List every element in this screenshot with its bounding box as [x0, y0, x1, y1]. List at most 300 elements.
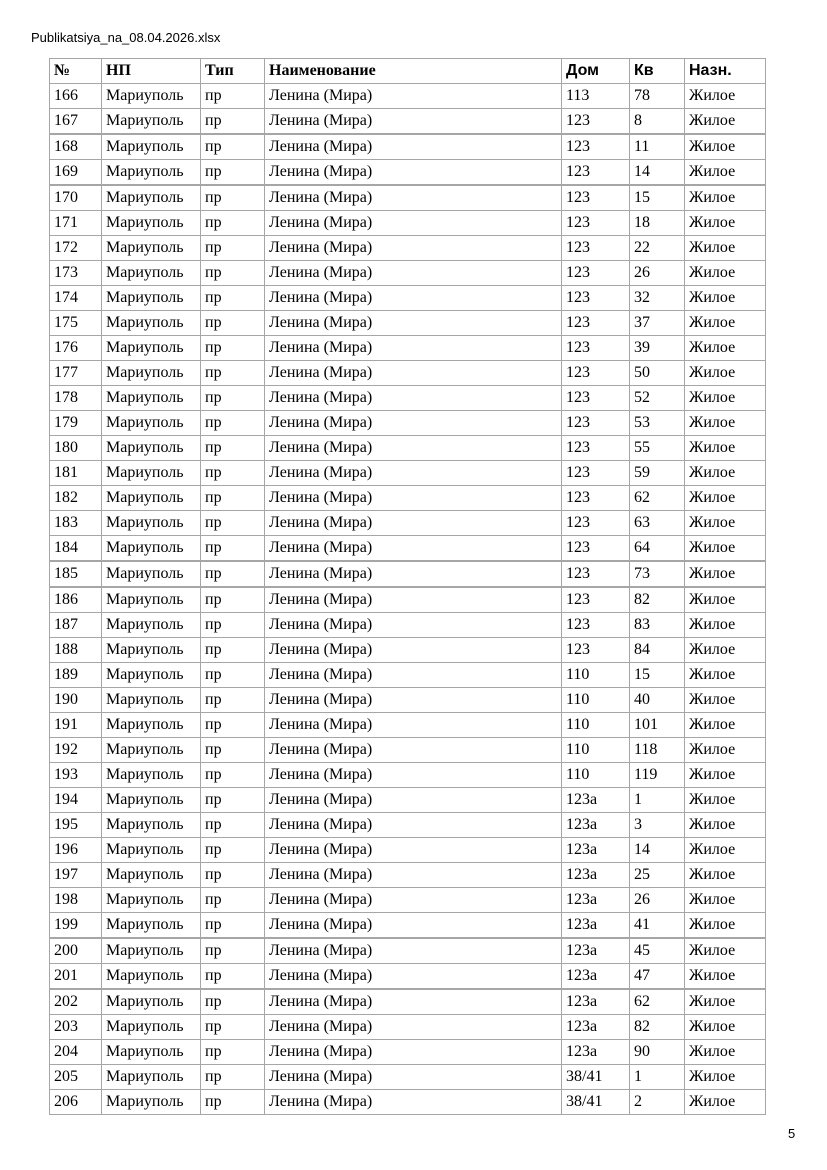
cell-house: 123 [562, 638, 630, 663]
cell-type: пр [201, 134, 265, 160]
cell-house: 123 [562, 587, 630, 613]
cell-type: пр [201, 738, 265, 763]
cell-type: пр [201, 763, 265, 788]
cell-name: Ленина (Мира) [265, 763, 562, 788]
cell-apartment: 3 [630, 813, 685, 838]
cell-purpose: Жилое [685, 211, 766, 236]
cell-purpose: Жилое [685, 913, 766, 939]
header-purpose: Назн. [685, 59, 766, 84]
cell-type: пр [201, 813, 265, 838]
table-row [50, 185, 766, 211]
table-row [50, 134, 766, 160]
cell-number: 193 [50, 763, 102, 788]
table-row [50, 913, 766, 939]
cell-name: Ленина (Мира) [265, 913, 562, 939]
cell-settlement: Мариуполь [102, 486, 201, 511]
cell-house: 123 [562, 109, 630, 135]
cell-purpose: Жилое [685, 713, 766, 738]
cell-apartment: 90 [630, 1040, 685, 1065]
cell-type: пр [201, 587, 265, 613]
cell-apartment: 63 [630, 511, 685, 536]
cell-type: пр [201, 688, 265, 713]
cell-settlement: Мариуполь [102, 838, 201, 863]
cell-number: 197 [50, 863, 102, 888]
cell-house: 123 [562, 486, 630, 511]
cell-house: 123а [562, 1015, 630, 1040]
header-number: № [50, 59, 102, 84]
table-row [50, 411, 766, 436]
cell-type: пр [201, 160, 265, 186]
cell-house: 110 [562, 763, 630, 788]
cell-name: Ленина (Мира) [265, 964, 562, 990]
cell-settlement: Мариуполь [102, 763, 201, 788]
cell-settlement: Мариуполь [102, 386, 201, 411]
table-row [50, 587, 766, 613]
cell-house: 123а [562, 838, 630, 863]
cell-type: пр [201, 286, 265, 311]
cell-purpose: Жилое [685, 134, 766, 160]
header-type: Тип [201, 59, 265, 84]
cell-type: пр [201, 838, 265, 863]
cell-type: пр [201, 536, 265, 562]
cell-number: 200 [50, 938, 102, 964]
cell-settlement: Мариуполь [102, 336, 201, 361]
cell-settlement: Мариуполь [102, 261, 201, 286]
cell-apartment: 15 [630, 185, 685, 211]
cell-type: пр [201, 913, 265, 939]
cell-purpose: Жилое [685, 84, 766, 109]
table-row [50, 160, 766, 186]
table-row [50, 863, 766, 888]
table-row [50, 311, 766, 336]
cell-number: 175 [50, 311, 102, 336]
cell-name: Ленина (Мира) [265, 361, 562, 386]
cell-name: Ленина (Мира) [265, 688, 562, 713]
cell-house: 123 [562, 436, 630, 461]
cell-number: 182 [50, 486, 102, 511]
cell-apartment: 14 [630, 838, 685, 863]
cell-settlement: Мариуполь [102, 713, 201, 738]
cell-settlement: Мариуполь [102, 436, 201, 461]
table-row [50, 964, 766, 990]
cell-number: 179 [50, 411, 102, 436]
table-row [50, 613, 766, 638]
cell-name: Ленина (Мира) [265, 613, 562, 638]
cell-settlement: Мариуполь [102, 613, 201, 638]
cell-purpose: Жилое [685, 361, 766, 386]
cell-purpose: Жилое [685, 964, 766, 990]
cell-type: пр [201, 109, 265, 135]
cell-number: 196 [50, 838, 102, 863]
cell-number: 204 [50, 1040, 102, 1065]
table-row [50, 663, 766, 688]
cell-type: пр [201, 938, 265, 964]
cell-settlement: Мариуполь [102, 913, 201, 939]
table-row [50, 386, 766, 411]
cell-settlement: Мариуполь [102, 738, 201, 763]
cell-settlement: Мариуполь [102, 109, 201, 135]
table-row [50, 336, 766, 361]
cell-house: 123 [562, 536, 630, 562]
cell-house: 123 [562, 361, 630, 386]
table-row [50, 638, 766, 663]
cell-number: 169 [50, 160, 102, 186]
cell-apartment: 101 [630, 713, 685, 738]
cell-name: Ленина (Мира) [265, 1065, 562, 1090]
cell-settlement: Мариуполь [102, 788, 201, 813]
cell-apartment: 11 [630, 134, 685, 160]
cell-type: пр [201, 613, 265, 638]
cell-name: Ленина (Мира) [265, 109, 562, 135]
cell-number: 205 [50, 1065, 102, 1090]
cell-house: 123 [562, 561, 630, 587]
cell-name: Ленина (Мира) [265, 486, 562, 511]
cell-apartment: 62 [630, 989, 685, 1015]
cell-purpose: Жилое [685, 536, 766, 562]
cell-number: 181 [50, 461, 102, 486]
cell-name: Ленина (Мира) [265, 938, 562, 964]
cell-number: 202 [50, 989, 102, 1015]
cell-type: пр [201, 561, 265, 587]
cell-type: пр [201, 888, 265, 913]
cell-apartment: 84 [630, 638, 685, 663]
cell-type: пр [201, 336, 265, 361]
cell-number: 198 [50, 888, 102, 913]
cell-settlement: Мариуполь [102, 1015, 201, 1040]
cell-house: 110 [562, 663, 630, 688]
table-row [50, 1090, 766, 1115]
table-row [50, 788, 766, 813]
cell-house: 38/41 [562, 1090, 630, 1115]
cell-number: 172 [50, 236, 102, 261]
cell-purpose: Жилое [685, 1040, 766, 1065]
cell-number: 166 [50, 84, 102, 109]
cell-house: 123а [562, 788, 630, 813]
cell-number: 171 [50, 211, 102, 236]
cell-house: 110 [562, 713, 630, 738]
cell-number: 177 [50, 361, 102, 386]
cell-number: 201 [50, 964, 102, 990]
cell-type: пр [201, 411, 265, 436]
cell-type: пр [201, 1040, 265, 1065]
cell-purpose: Жилое [685, 336, 766, 361]
cell-house: 123а [562, 964, 630, 990]
cell-apartment: 1 [630, 788, 685, 813]
cell-type: пр [201, 311, 265, 336]
cell-settlement: Мариуполь [102, 989, 201, 1015]
cell-number: 170 [50, 185, 102, 211]
cell-number: 173 [50, 261, 102, 286]
cell-purpose: Жилое [685, 185, 766, 211]
cell-number: 183 [50, 511, 102, 536]
cell-name: Ленина (Мира) [265, 536, 562, 562]
cell-purpose: Жилое [685, 561, 766, 587]
cell-house: 113 [562, 84, 630, 109]
cell-apartment: 83 [630, 613, 685, 638]
cell-settlement: Мариуполь [102, 1040, 201, 1065]
cell-name: Ленина (Мира) [265, 411, 562, 436]
table-row [50, 436, 766, 461]
cell-apartment: 47 [630, 964, 685, 990]
cell-settlement: Мариуполь [102, 286, 201, 311]
cell-purpose: Жилое [685, 436, 766, 461]
cell-name: Ленина (Мира) [265, 185, 562, 211]
cell-settlement: Мариуполь [102, 1065, 201, 1090]
cell-name: Ленина (Мира) [265, 311, 562, 336]
cell-number: 184 [50, 536, 102, 562]
cell-house: 123 [562, 461, 630, 486]
cell-name: Ленина (Мира) [265, 813, 562, 838]
cell-apartment: 73 [630, 561, 685, 587]
cell-number: 199 [50, 913, 102, 939]
table-row [50, 261, 766, 286]
cell-number: 194 [50, 788, 102, 813]
cell-settlement: Мариуполь [102, 813, 201, 838]
cell-apartment: 2 [630, 1090, 685, 1115]
cell-number: 187 [50, 613, 102, 638]
cell-type: пр [201, 261, 265, 286]
cell-apartment: 62 [630, 486, 685, 511]
cell-apartment: 25 [630, 863, 685, 888]
cell-type: пр [201, 713, 265, 738]
cell-name: Ленина (Мира) [265, 888, 562, 913]
cell-settlement: Мариуполь [102, 134, 201, 160]
cell-number: 195 [50, 813, 102, 838]
cell-name: Ленина (Мира) [265, 713, 562, 738]
cell-apartment: 119 [630, 763, 685, 788]
cell-purpose: Жилое [685, 1090, 766, 1115]
cell-house: 123 [562, 185, 630, 211]
cell-name: Ленина (Мира) [265, 1040, 562, 1065]
cell-purpose: Жилое [685, 788, 766, 813]
cell-number: 192 [50, 738, 102, 763]
cell-name: Ленина (Мира) [265, 134, 562, 160]
cell-number: 189 [50, 663, 102, 688]
cell-settlement: Мариуполь [102, 638, 201, 663]
cell-house: 123а [562, 938, 630, 964]
cell-settlement: Мариуполь [102, 888, 201, 913]
cell-name: Ленина (Мира) [265, 638, 562, 663]
table-row [50, 938, 766, 964]
cell-apartment: 64 [630, 536, 685, 562]
cell-apartment: 8 [630, 109, 685, 135]
cell-settlement: Мариуполь [102, 361, 201, 386]
page-number: 5 [788, 1126, 796, 1141]
cell-number: 185 [50, 561, 102, 587]
cell-type: пр [201, 788, 265, 813]
cell-apartment: 26 [630, 888, 685, 913]
cell-name: Ленина (Мира) [265, 461, 562, 486]
cell-purpose: Жилое [685, 511, 766, 536]
cell-house: 123 [562, 261, 630, 286]
cell-name: Ленина (Мира) [265, 738, 562, 763]
cell-name: Ленина (Мира) [265, 788, 562, 813]
table-row [50, 236, 766, 261]
cell-apartment: 50 [630, 361, 685, 386]
cell-purpose: Жилое [685, 813, 766, 838]
cell-purpose: Жилое [685, 738, 766, 763]
header-settlement: НП [102, 59, 201, 84]
cell-house: 123а [562, 1040, 630, 1065]
cell-type: пр [201, 84, 265, 109]
cell-name: Ленина (Мира) [265, 663, 562, 688]
table-row [50, 511, 766, 536]
cell-settlement: Мариуполь [102, 688, 201, 713]
cell-settlement: Мариуполь [102, 1090, 201, 1115]
cell-number: 167 [50, 109, 102, 135]
cell-number: 180 [50, 436, 102, 461]
header-apartment: Кв [630, 59, 685, 84]
cell-name: Ленина (Мира) [265, 236, 562, 261]
cell-name: Ленина (Мира) [265, 211, 562, 236]
table-row [50, 361, 766, 386]
cell-apartment: 52 [630, 386, 685, 411]
cell-purpose: Жилое [685, 286, 766, 311]
cell-apartment: 15 [630, 663, 685, 688]
table-row [50, 688, 766, 713]
table-row [50, 286, 766, 311]
cell-house: 123а [562, 888, 630, 913]
cell-purpose: Жилое [685, 109, 766, 135]
cell-type: пр [201, 185, 265, 211]
cell-settlement: Мариуполь [102, 536, 201, 562]
cell-purpose: Жилое [685, 989, 766, 1015]
cell-settlement: Мариуполь [102, 211, 201, 236]
table-row [50, 536, 766, 562]
cell-number: 178 [50, 386, 102, 411]
cell-settlement: Мариуполь [102, 311, 201, 336]
table-row [50, 838, 766, 863]
cell-house: 110 [562, 738, 630, 763]
cell-name: Ленина (Мира) [265, 386, 562, 411]
cell-number: 168 [50, 134, 102, 160]
cell-type: пр [201, 964, 265, 990]
table-row [50, 888, 766, 913]
cell-purpose: Жилое [685, 1065, 766, 1090]
cell-name: Ленина (Мира) [265, 286, 562, 311]
cell-apartment: 37 [630, 311, 685, 336]
cell-purpose: Жилое [685, 938, 766, 964]
cell-house: 110 [562, 688, 630, 713]
cell-name: Ленина (Мира) [265, 863, 562, 888]
cell-number: 191 [50, 713, 102, 738]
cell-house: 123а [562, 863, 630, 888]
table-row [50, 461, 766, 486]
cell-number: 186 [50, 587, 102, 613]
cell-settlement: Мариуполь [102, 964, 201, 990]
table-row [50, 561, 766, 587]
cell-house: 123 [562, 286, 630, 311]
cell-name: Ленина (Мира) [265, 261, 562, 286]
table-row [50, 738, 766, 763]
cell-settlement: Мариуполь [102, 587, 201, 613]
table-row [50, 1015, 766, 1040]
cell-settlement: Мариуполь [102, 411, 201, 436]
cell-apartment: 41 [630, 913, 685, 939]
cell-house: 123 [562, 311, 630, 336]
cell-type: пр [201, 1015, 265, 1040]
cell-settlement: Мариуполь [102, 185, 201, 211]
cell-type: пр [201, 236, 265, 261]
cell-house: 123 [562, 134, 630, 160]
cell-type: пр [201, 211, 265, 236]
cell-name: Ленина (Мира) [265, 336, 562, 361]
cell-apartment: 39 [630, 336, 685, 361]
cell-house: 123 [562, 160, 630, 186]
cell-number: 188 [50, 638, 102, 663]
cell-apartment: 40 [630, 688, 685, 713]
cell-settlement: Мариуполь [102, 663, 201, 688]
cell-purpose: Жилое [685, 613, 766, 638]
cell-apartment: 82 [630, 587, 685, 613]
cell-purpose: Жилое [685, 763, 766, 788]
cell-purpose: Жилое [685, 1015, 766, 1040]
cell-apartment: 45 [630, 938, 685, 964]
table-row [50, 989, 766, 1015]
cell-house: 123 [562, 211, 630, 236]
cell-settlement: Мариуполь [102, 863, 201, 888]
cell-house: 123а [562, 989, 630, 1015]
cell-apartment: 18 [630, 211, 685, 236]
cell-apartment: 26 [630, 261, 685, 286]
cell-settlement: Мариуполь [102, 84, 201, 109]
table-row [50, 211, 766, 236]
cell-type: пр [201, 461, 265, 486]
cell-number: 203 [50, 1015, 102, 1040]
cell-type: пр [201, 989, 265, 1015]
table-body [50, 84, 766, 1115]
table-row [50, 763, 766, 788]
table-row [50, 713, 766, 738]
cell-apartment: 32 [630, 286, 685, 311]
cell-name: Ленина (Мира) [265, 436, 562, 461]
cell-purpose: Жилое [685, 587, 766, 613]
cell-apartment: 14 [630, 160, 685, 186]
cell-type: пр [201, 511, 265, 536]
cell-house: 123 [562, 236, 630, 261]
cell-house: 123 [562, 613, 630, 638]
cell-house: 123 [562, 411, 630, 436]
cell-type: пр [201, 663, 265, 688]
cell-apartment: 53 [630, 411, 685, 436]
cell-number: 190 [50, 688, 102, 713]
table-row [50, 84, 766, 109]
table-row [50, 486, 766, 511]
cell-purpose: Жилое [685, 160, 766, 186]
table-row [50, 813, 766, 838]
cell-apartment: 22 [630, 236, 685, 261]
cell-purpose: Жилое [685, 486, 766, 511]
cell-apartment: 118 [630, 738, 685, 763]
cell-purpose: Жилое [685, 688, 766, 713]
cell-house: 123а [562, 913, 630, 939]
cell-settlement: Мариуполь [102, 511, 201, 536]
cell-purpose: Жилое [685, 261, 766, 286]
cell-house: 123 [562, 336, 630, 361]
cell-name: Ленина (Мира) [265, 84, 562, 109]
file-name: Publikatsiya_na_08.04.2026.xlsx [31, 30, 221, 45]
table-row [50, 1065, 766, 1090]
cell-name: Ленина (Мира) [265, 1090, 562, 1115]
cell-name: Ленина (Мира) [265, 989, 562, 1015]
cell-purpose: Жилое [685, 236, 766, 261]
cell-type: пр [201, 436, 265, 461]
cell-name: Ленина (Мира) [265, 838, 562, 863]
cell-apartment: 55 [630, 436, 685, 461]
cell-settlement: Мариуполь [102, 461, 201, 486]
cell-apartment: 82 [630, 1015, 685, 1040]
cell-apartment: 1 [630, 1065, 685, 1090]
